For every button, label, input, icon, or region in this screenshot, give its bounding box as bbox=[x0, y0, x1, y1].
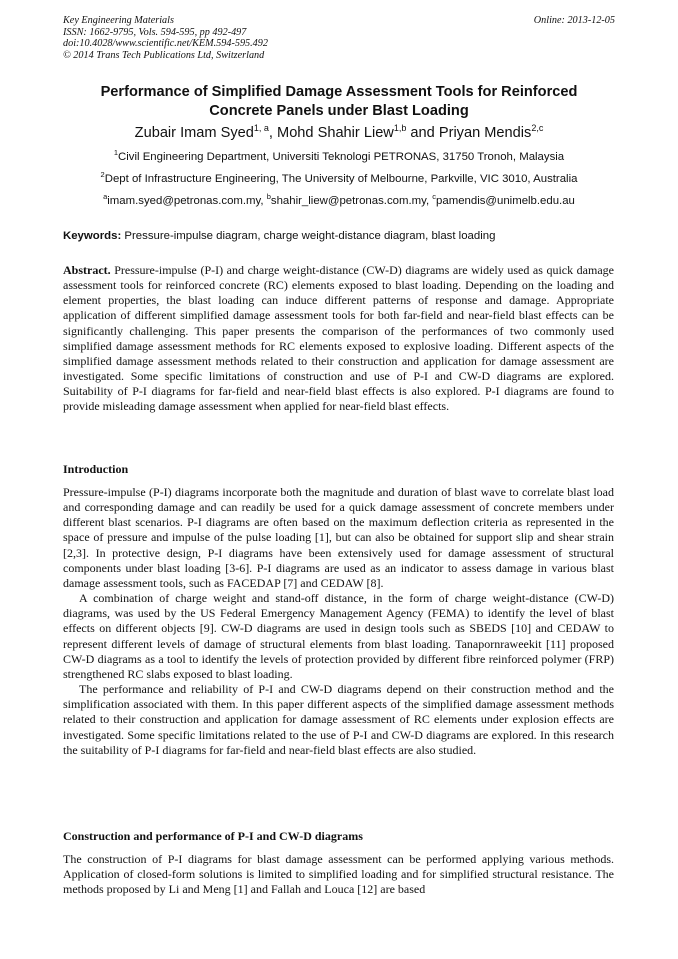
abstract-text: Pressure-impulse (P-I) and charge weight-distance (CW-D) diagrams are widely used as quick damage assessment tools for reinforced concrete (RC) elements exposed to blast loading. Depending on the loading and element properties, the blast loading can induce different patterns of response and damage. Appropriate application of different simplified damage assessment tools for both far-field and near-field blast effects can be significantly challenging. This paper presents the comparison of the performances of two commonly used simplified damage assessment methods for RC elements exposed to explosive loading. Different aspects of the simplified damage assessment methods related to their construction and application for damage assessment are investigated. Some specific limitations of construction and use of P-I and CW-D diagrams are explored. Suitability of P-I diagrams for far-field and near-field blast effects is also explored. P-I diagrams are found to provide misleading damage assessment when applied for near-field blast effects. bbox=[63, 263, 614, 414]
affiliation-text: Dept of Infrastructure Engineering, The University of Melbourne, Parkville, VIC 3010, Australia bbox=[104, 173, 578, 185]
intro-paragraph-3: The performance and reliability of P-I and CW-D diagrams depend on their construction method and the simplification associated with them. In this paper different aspects of the simplified damage assessment methods related to their construction and application for damage assessment of RC elements under explosion effects are investigated. Some specific limitations related to the use of P-I and CW-D diagrams are explored. In this research the suitability of P-I diagrams for far-field and near-field blast effects are also studied. bbox=[63, 682, 614, 757]
journal-header bbox=[63, 15, 268, 61]
abstract-paragraph bbox=[63, 263, 614, 415]
abstract bbox=[63, 263, 614, 415]
keywords-text: Pressure-impulse diagram, charge weight-distance diagram, blast loading bbox=[121, 230, 496, 242]
email-mark: a bbox=[103, 192, 108, 201]
section-2-heading: Construction and performance of P-I and CW-D diagrams bbox=[63, 829, 363, 843]
author-affiliation-mark: 2,c bbox=[531, 123, 544, 133]
author-name: Mohd Shahir Liew bbox=[277, 125, 394, 141]
author-name: Zubair Imam Syed bbox=[134, 125, 254, 141]
author-separator: and bbox=[406, 125, 439, 141]
author-affiliation-mark: 1, a bbox=[253, 123, 269, 133]
online-date: Online: 2013-12-05 bbox=[533, 15, 615, 26]
copyright-line: © 2014 Trans Tech Publications Ltd, Switzerland bbox=[63, 49, 265, 61]
keywords bbox=[63, 229, 615, 243]
introduction-body bbox=[63, 485, 614, 758]
title-line-2: Concrete Panels under Blast Loading bbox=[209, 102, 469, 119]
title-line-1: Performance of Simplified Damage Assessment Tools for Reinforced bbox=[100, 84, 578, 100]
introduction-heading: Introduction bbox=[63, 462, 129, 476]
email-mark: c bbox=[432, 192, 437, 201]
email-mark: b bbox=[266, 192, 271, 201]
journal-name: Key Engineering Materials bbox=[63, 15, 174, 26]
intro-paragraph-1: Pressure-impulse (P-I) diagrams incorporate both the magnitude and duration of blast wave to correlate blast load and corresponding damage and can readily be used for a quick damage assessment of concrete members under different blast scenarios. P-I diagrams are often based on the maximum deflection criteria as represented in the space of pressure and impulse of the pulse loading [1], but can also be obtained for support slip and shear strain [2,3]. In protective design, P-I diagrams have been extensively used for damage assessment of structural components under blast loading [3-6]. P-I diagrams are used as an indicator to assess damage in various blast damage assessment tools, such as FACEDAP [7] and CEDAW [8]. bbox=[63, 485, 614, 590]
section-2-paragraph-1: The construction of P-I diagrams for blast damage assessment can be performed applying various methods. Application of closed-form solutions is limited to simplified loading and for simplified structural resistance. The methods proposed by Li and Meng [1] and Fallah and Louca [12] are based bbox=[63, 852, 614, 897]
affiliation-2 bbox=[63, 172, 615, 186]
paper-title bbox=[63, 83, 615, 120]
email-text: shahir_liew@petronas.com.my, bbox=[270, 195, 433, 207]
doi-line: doi:10.4028/www.scientific.net/KEM.594-595.492 bbox=[63, 38, 268, 50]
email-text: imam.syed@petronas.com.my, bbox=[107, 195, 267, 207]
affiliation-1 bbox=[63, 150, 615, 164]
affiliation-mark: 2 bbox=[100, 170, 105, 179]
section-2-body bbox=[63, 852, 614, 897]
affiliation-mark: 1 bbox=[113, 148, 119, 157]
abstract-label: Abstract. bbox=[63, 263, 111, 277]
email-text: pamendis@unimelb.edu.au bbox=[436, 195, 575, 207]
issn-line: ISSN: 1662-9795, Vols. 594-595, pp 492-497 bbox=[63, 26, 247, 38]
author-list bbox=[63, 124, 615, 142]
intro-paragraph-2: A combination of charge weight and stand-off distance, in the form of charge weight-distance (CW-D) diagrams, was used by the US Federal Emergency Management Agency (FEMA) to identify the level of blast effects on different objects [9]. CW-D diagrams are used in design tools such as SBEDS [10] and CEDAW to represent different levels of damage of structural elements from blast loading. Tanapornraweekit [11] proposed CW-D diagrams as a tool to identify the levels of protection provided by different fibre reinforced polymer (FRP) strengthened RC slabs exposed to blast loading. bbox=[63, 591, 614, 681]
affiliation-text: Civil Engineering Department, Universiti Teknologi PETRONAS, 31750 Tronoh, Malaysia bbox=[118, 151, 565, 163]
author-emails bbox=[63, 194, 615, 208]
author-name: Priyan Mendis bbox=[438, 125, 532, 141]
author-separator: , bbox=[268, 125, 278, 141]
author-affiliation-mark: 1,b bbox=[393, 123, 407, 133]
keywords-label: Keywords: bbox=[63, 230, 122, 242]
